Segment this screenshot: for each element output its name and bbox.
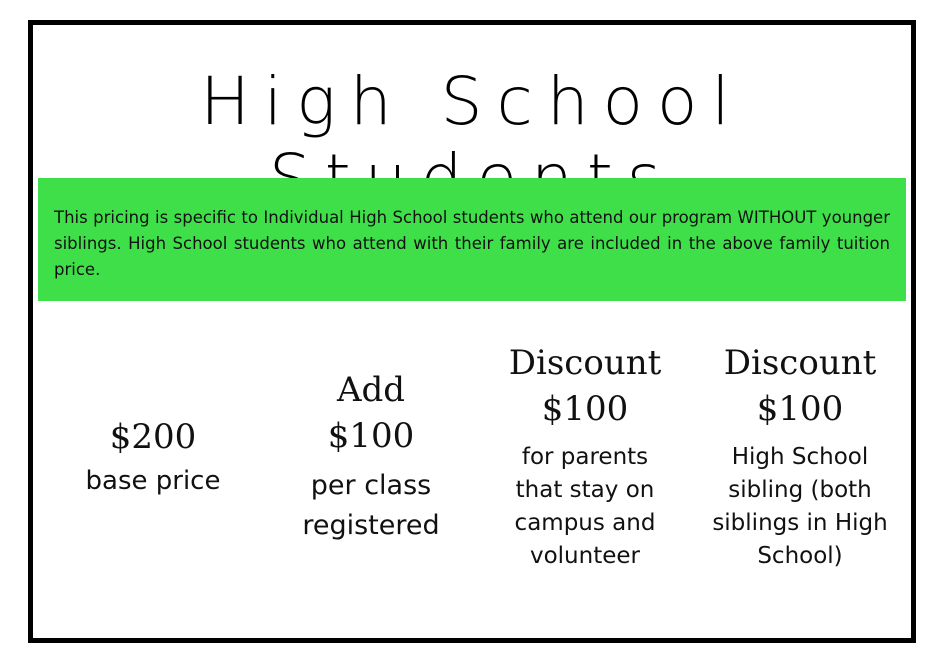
price-col-base <box>53 417 253 498</box>
price-desc: base price <box>85 466 221 496</box>
pricing-card <box>28 20 916 643</box>
notice-text: This pricing is specific to Individual High School students who attend our program WITHOUT younger siblings. High School students who attend with their family are included in the above family tuition price. <box>54 208 890 279</box>
price-label: Discount <box>508 343 662 383</box>
price-amount: $200 <box>109 417 197 457</box>
price-label: Add <box>336 370 406 410</box>
price-col-volunteer-discount <box>495 343 675 573</box>
price-amount: $100 <box>541 389 629 429</box>
price-amount: $100 <box>756 389 844 429</box>
price-col-add <box>271 370 471 546</box>
price-col-sibling-discount <box>705 343 895 573</box>
price-desc: High School sibling (both siblings in High School) <box>712 444 888 569</box>
price-desc: for parents that stay on campus and volunteer <box>514 444 656 569</box>
price-label: Discount <box>723 343 877 383</box>
page-title: High School <box>200 63 744 140</box>
price-amount: $100 <box>327 416 415 456</box>
notice-banner <box>38 178 906 301</box>
price-desc: per class registered <box>302 470 440 541</box>
